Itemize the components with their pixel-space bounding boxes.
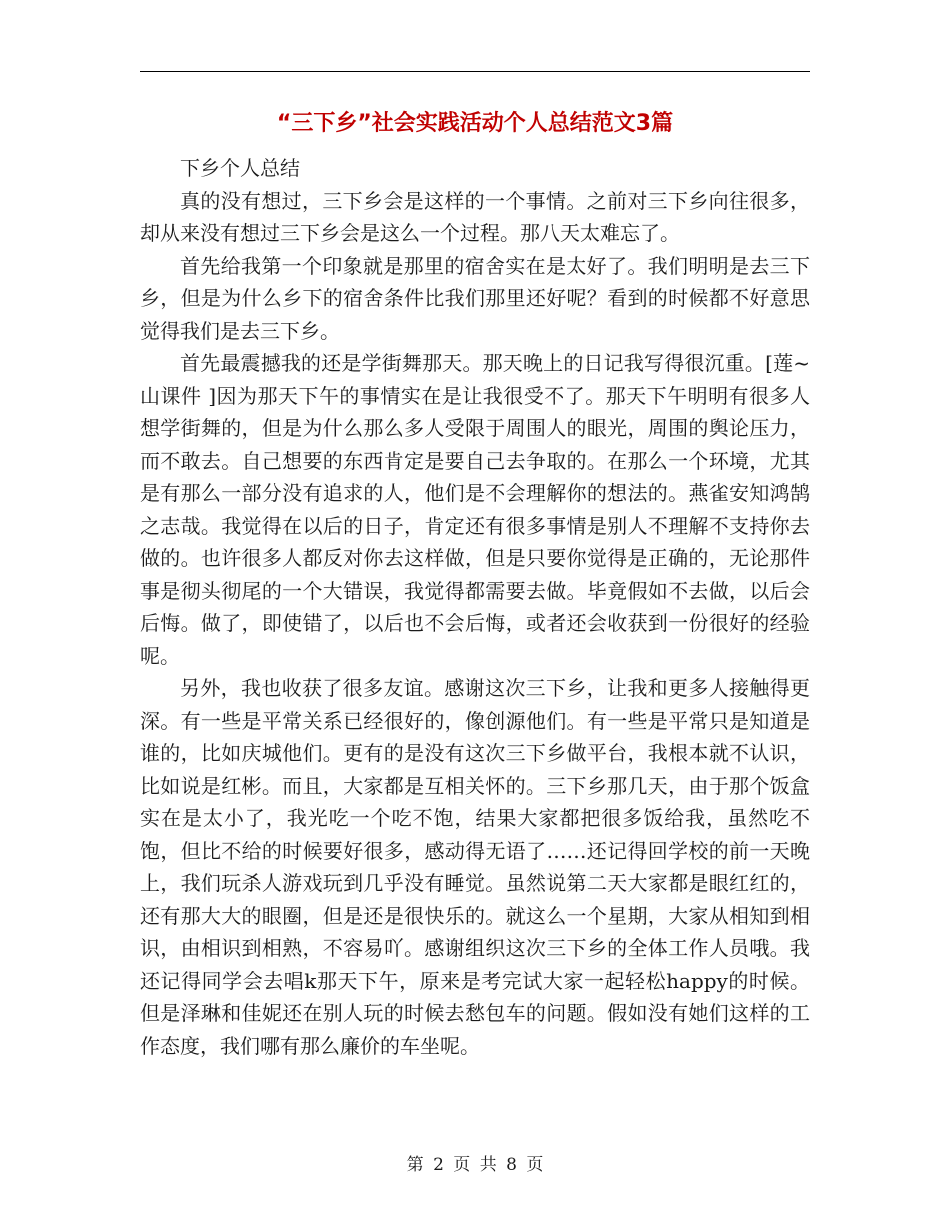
page-footer: 第 2 页 共 8 页 [406,1155,544,1175]
paragraph: 真的没有想过，三下乡会是这样的一个事情。之前对三下乡向往很多，却从来没有想过三下乡会是这么一个过程。那八天太难忘了。 [140,188,810,245]
document-body [140,152,810,1062]
document-title: “三下乡”社会实践活动个人总结范文3篇 [276,111,674,136]
paragraph: 另外，我也收获了很多友谊。感谢这次三下乡，让我和更多人接触得更深。有一些是平常关系已经很好的，像创源他们。有一些是平常只是知道是谁的，比如庆城他们。更有的是没有这次三下乡做平台，我根本就不认识，比如说是红彬。而且，大家都是互相关怀的。三下乡那几天，由于那个饭盒实在是太小了，我光吃一个吃不饱，结果大家都把很多饭给我，虽然吃不饱，但比不给的时候要好很多，感动得无语了……还记得回学校的前一天晚上，我们玩杀人游戏玩到几乎没有睡觉。虽然说第二天大家都是眼红红的，还有那大大的眼圈，但是还是很快乐的。就这么一个星期，大家从相知到相识，由相识到相熟，不容易吖。感谢组织这次三下乡的全体工作人员哦。我还记得同学会去唱k那天下午，原来是考完试大家一起轻松happy的时候。但是泽琳和佳妮还在别人玩的时候去愁包车的问题。假如没有她们这样的工作态度，我们哪有那么廉价的车坐呢。 [140,676,810,1058]
paragraph: 首先最震撼我的还是学街舞那天。那天晚上的日记我写得很沉重。[莲~山课件 ]因为那天下午的事情实在是让我很受不了。那天下午明明有很多人想学街舞的，但是为什么那么多人受限于周围人的眼光，周围的舆论压力，而不敢去。自己想要的东西肯定是要自己去争取的。在那么一个环境，尤其是有那么一部分没有追求的人，他们是不会理解你的想法的。燕雀安知鸿鹄之志哉。我觉得在以后的日子，肯定还有很多事情是别人不理解不支持你去做的。也许很多人都反对你去这样做，但是只要你觉得是正确的，无论那件事是彻头彻尾的一个大错误，我觉得都需要去做。毕竟假如不去做，以后会后悔。做了，即使错了，以后也不会后悔，或者还会收获到一份很好的经验呢。 [140,351,810,668]
paragraph: 首先给我第一个印象就是那里的宿舍实在是太好了。我们明明是去三下乡，但是为什么乡下的宿舍条件比我们那里还好呢？看到的时候都不好意思觉得我们是去三下乡。 [140,253,810,343]
header-rule [140,71,810,72]
section-heading: 下乡个人总结 [180,156,300,180]
